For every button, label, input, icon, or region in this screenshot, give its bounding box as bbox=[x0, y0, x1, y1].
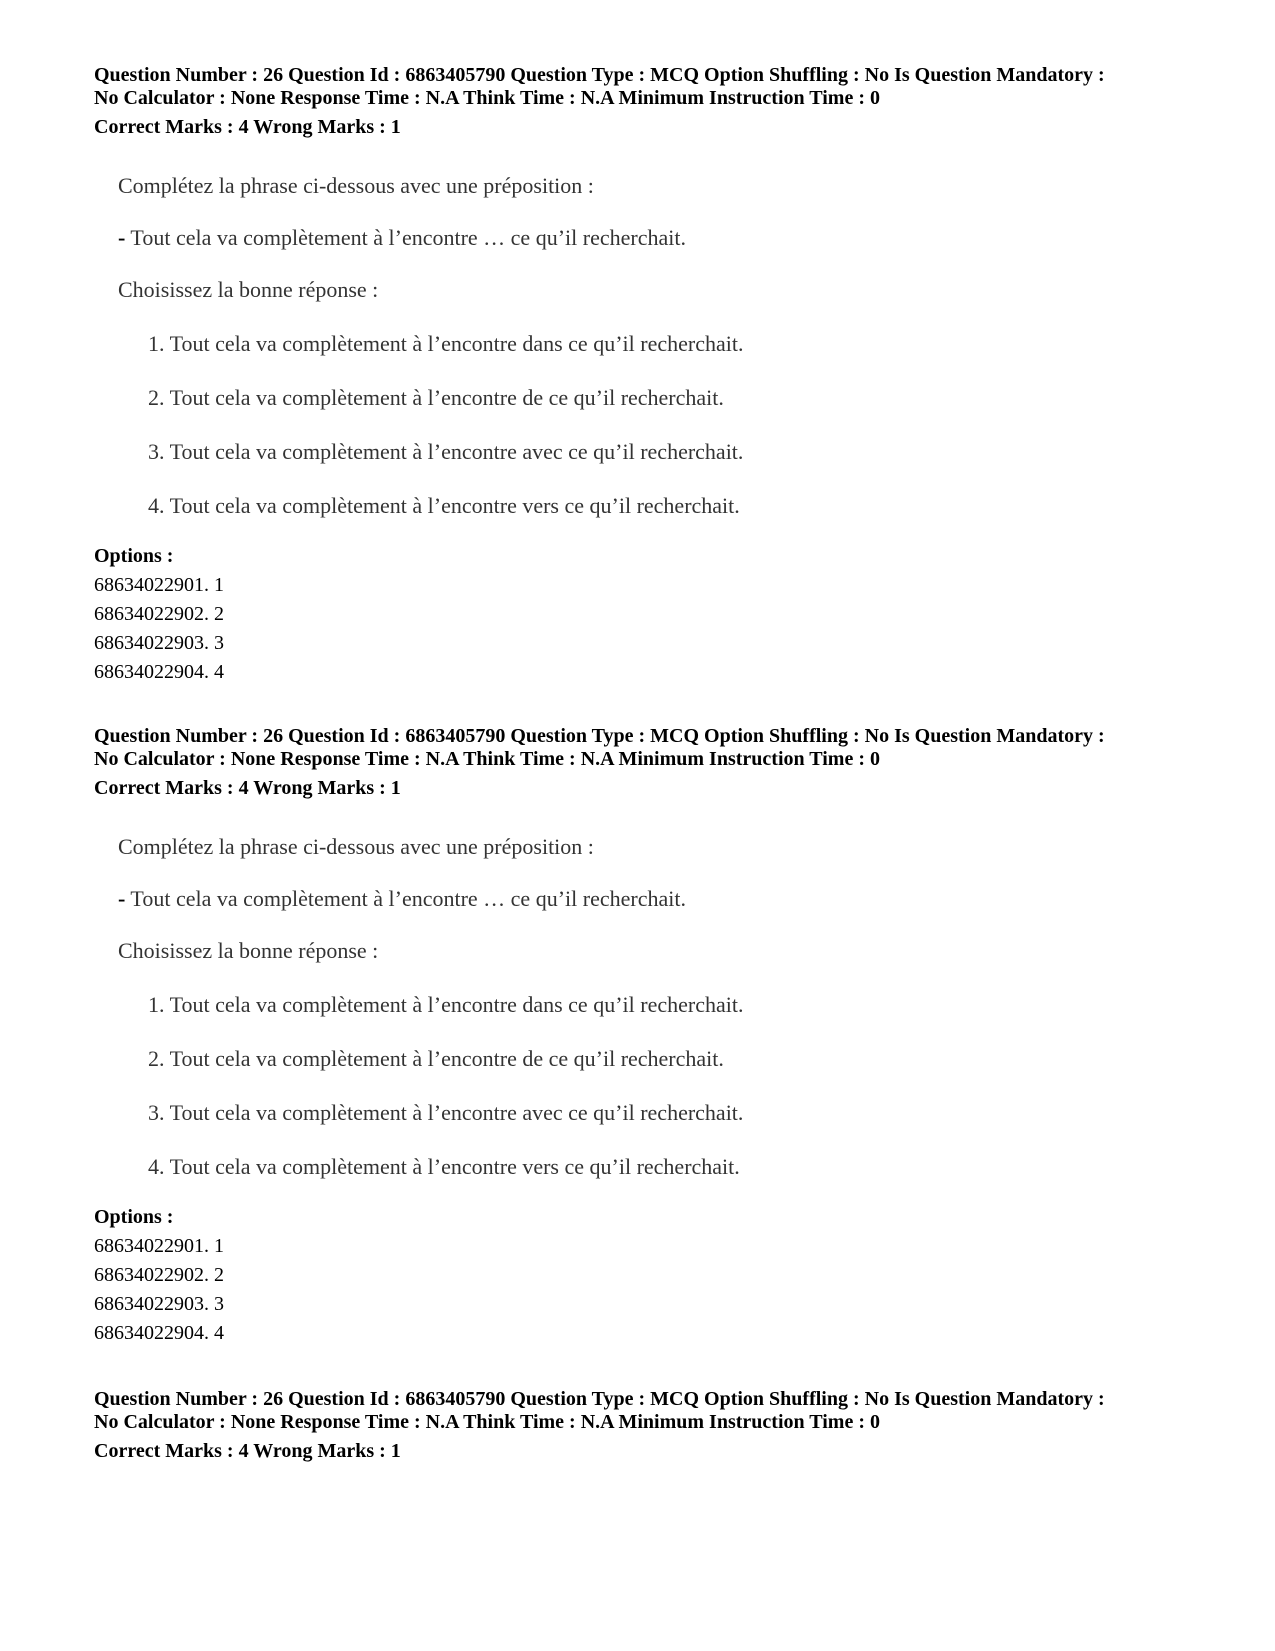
sentence-text: Tout cela va complètement à l’encontre … ce qu’il recherchait. bbox=[125, 886, 686, 911]
question-block bbox=[94, 1388, 1214, 1463]
option-item: 68634022902. 2 bbox=[94, 1264, 224, 1286]
question-instruction: Complétez la phrase ci-dessous avec une préposition : bbox=[118, 834, 594, 859]
question-content bbox=[118, 800, 1214, 1180]
answer-choice: 1. Tout cela va complètement à l’encontre dans ce qu’il recherchait. bbox=[148, 992, 744, 1017]
question-marks: Correct Marks : 4 Wrong Marks : 1 bbox=[94, 777, 401, 799]
question-meta-line-2: No Calculator : None Response Time : N.A Think Time : N.A Minimum Instruction Time : 0 bbox=[94, 87, 880, 109]
options-label: Options : bbox=[94, 1206, 174, 1228]
sentence-dash: - bbox=[118, 886, 126, 911]
answer-choice: 4. Tout cela va complètement à l’encontre vers ce qu’il recherchait. bbox=[148, 493, 740, 518]
option-item: 68634022901. 1 bbox=[94, 574, 224, 596]
answer-choice: 2. Tout cela va complètement à l’encontre de ce qu’il recherchait. bbox=[148, 1046, 724, 1071]
question-marks: Correct Marks : 4 Wrong Marks : 1 bbox=[94, 1440, 401, 1462]
answer-choice: 1. Tout cela va complètement à l’encontre dans ce qu’il recherchait. bbox=[148, 331, 744, 356]
question-instruction: Complétez la phrase ci-dessous avec une préposition : bbox=[118, 173, 594, 198]
question-meta-line-1: Question Number : 26 Question Id : 6863405790 Question Type : MCQ Option Shuffling : No Is Question Mandatory : bbox=[94, 725, 1105, 747]
question-choose-prompt: Choisissez la bonne réponse : bbox=[118, 938, 379, 963]
question-choose-prompt: Choisissez la bonne réponse : bbox=[118, 277, 379, 302]
option-item: 68634022902. 2 bbox=[94, 603, 224, 625]
options-label: Options : bbox=[94, 545, 174, 567]
question-meta-line-2: No Calculator : None Response Time : N.A Think Time : N.A Minimum Instruction Time : 0 bbox=[94, 1411, 880, 1433]
question-sentence bbox=[118, 886, 686, 912]
answer-choice: 3. Tout cela va complètement à l’encontre avec ce qu’il recherchait. bbox=[148, 1100, 744, 1125]
option-item: 68634022903. 3 bbox=[94, 1293, 224, 1315]
question-meta-line-1: Question Number : 26 Question Id : 6863405790 Question Type : MCQ Option Shuffling : No Is Question Mandatory : bbox=[94, 64, 1105, 86]
question-content bbox=[118, 139, 1214, 519]
sentence-text: Tout cela va complètement à l’encontre … ce qu’il recherchait. bbox=[125, 225, 686, 250]
sentence-dash: - bbox=[118, 225, 126, 250]
answer-choice: 3. Tout cela va complètement à l’encontre avec ce qu’il recherchait. bbox=[148, 439, 744, 464]
question-meta-line-2: No Calculator : None Response Time : N.A Think Time : N.A Minimum Instruction Time : 0 bbox=[94, 748, 880, 770]
option-item: 68634022901. 1 bbox=[94, 1235, 224, 1257]
question-meta-line-1: Question Number : 26 Question Id : 6863405790 Question Type : MCQ Option Shuffling : No Is Question Mandatory : bbox=[94, 1388, 1105, 1410]
answer-choice: 4. Tout cela va complètement à l’encontre vers ce qu’il recherchait. bbox=[148, 1154, 740, 1179]
question-sentence bbox=[118, 225, 686, 251]
option-item: 68634022904. 4 bbox=[94, 661, 224, 683]
option-item: 68634022903. 3 bbox=[94, 632, 224, 654]
question-block bbox=[94, 64, 1214, 519]
question-marks: Correct Marks : 4 Wrong Marks : 1 bbox=[94, 116, 401, 138]
option-item: 68634022904. 4 bbox=[94, 1322, 224, 1344]
answer-choice: 2. Tout cela va complètement à l’encontre de ce qu’il recherchait. bbox=[148, 385, 724, 410]
question-block bbox=[94, 725, 1214, 1180]
